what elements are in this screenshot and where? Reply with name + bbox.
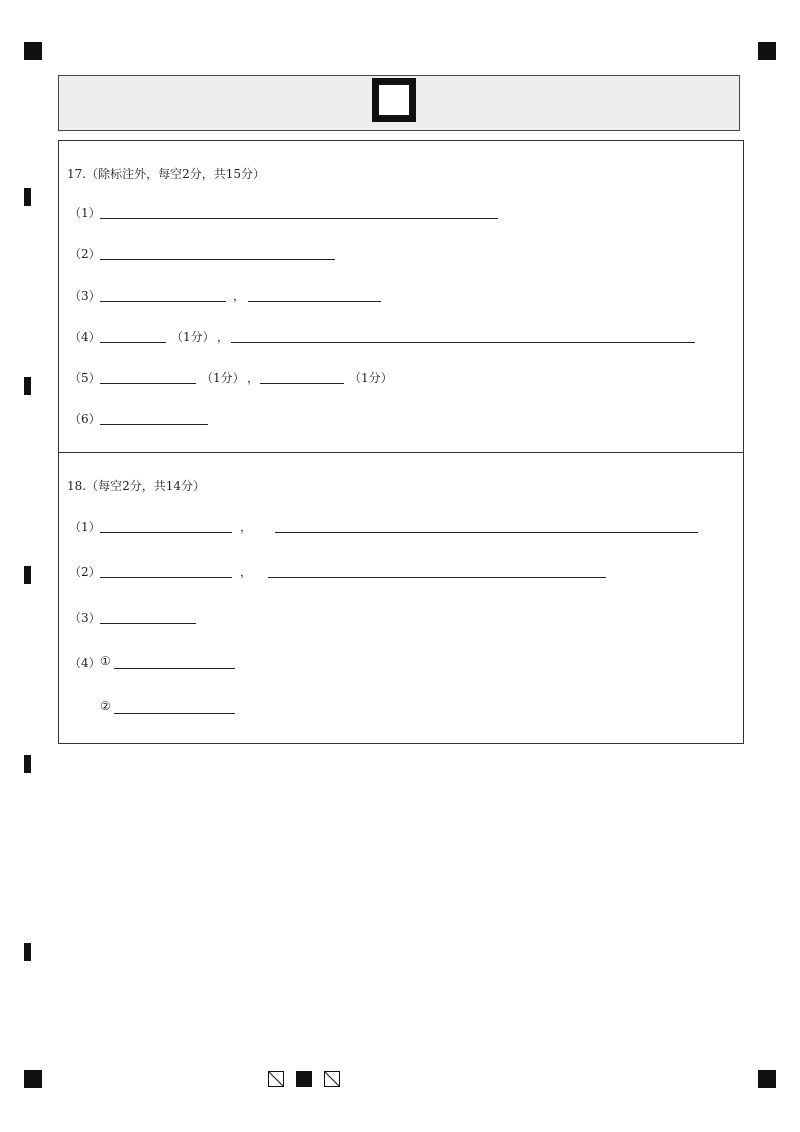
q18-1-answer-blank-a[interactable] bbox=[100, 518, 232, 533]
page-indicator-box bbox=[268, 1071, 284, 1087]
timing-mark bbox=[24, 377, 31, 395]
timing-mark bbox=[24, 755, 31, 773]
score-note: （1分） bbox=[349, 371, 393, 385]
q17-row-3-number: （3） bbox=[69, 289, 101, 303]
comma-separator: ， bbox=[240, 565, 253, 579]
q18-1-answer-blank-b[interactable] bbox=[275, 518, 698, 533]
score-note: （1分） bbox=[201, 371, 245, 385]
q18-row-1 bbox=[69, 518, 729, 538]
registration-mark-top-left bbox=[24, 42, 42, 60]
q17-row-4-number: （4） bbox=[69, 330, 101, 344]
timing-mark bbox=[24, 943, 31, 961]
timing-mark bbox=[24, 566, 31, 584]
q18-row-3 bbox=[69, 609, 729, 629]
question-17-section bbox=[58, 140, 744, 453]
registration-mark-bottom-right bbox=[758, 1070, 776, 1088]
comma-separator: ， bbox=[233, 289, 246, 303]
q17-4-answer-blank-b[interactable] bbox=[231, 328, 695, 343]
q17-1-answer-blank[interactable] bbox=[100, 204, 498, 219]
q17-3-answer-blank-a[interactable] bbox=[100, 287, 226, 302]
registration-mark-bottom-left bbox=[24, 1070, 42, 1088]
question-17-title: 17.（除标注外，每空2分，共15分） bbox=[67, 167, 265, 181]
timing-mark bbox=[24, 188, 31, 206]
score-note: （1分） bbox=[171, 330, 215, 344]
q17-row-3 bbox=[69, 287, 729, 307]
circled-two-marker: ② bbox=[100, 699, 111, 713]
slash-icon bbox=[325, 1072, 339, 1086]
q18-row-3-number: （3） bbox=[69, 611, 101, 625]
slash-icon bbox=[269, 1072, 283, 1086]
q18-row-4-number: （4） bbox=[69, 656, 101, 670]
q17-4-answer-blank-a[interactable] bbox=[100, 328, 166, 343]
comma-separator: ， bbox=[240, 520, 253, 534]
comma-separator: ， bbox=[217, 330, 230, 344]
q18-row-4 bbox=[69, 654, 729, 674]
q17-row-6-number: （6） bbox=[69, 412, 101, 426]
q18-row-1-number: （1） bbox=[69, 520, 101, 534]
q18-row-4b bbox=[69, 699, 729, 719]
q17-row-5-number: （5） bbox=[69, 371, 101, 385]
q17-row-2-number: （2） bbox=[69, 247, 101, 261]
comma-separator: ， bbox=[247, 371, 260, 385]
q17-row-2 bbox=[69, 245, 729, 265]
q17-5-answer-blank-b[interactable] bbox=[260, 369, 344, 384]
q17-2-answer-blank[interactable] bbox=[100, 245, 335, 260]
q18-row-2 bbox=[69, 563, 729, 583]
q17-3-answer-blank-b[interactable] bbox=[248, 287, 381, 302]
q18-2-answer-blank-b[interactable] bbox=[268, 563, 606, 578]
q18-3-answer-blank[interactable] bbox=[100, 609, 196, 624]
circled-one-marker: ① bbox=[100, 654, 111, 668]
q17-row-6 bbox=[69, 410, 729, 430]
question-18-title: 18.（每空2分，共14分） bbox=[67, 479, 205, 493]
q18-4-answer-blank-2[interactable] bbox=[114, 699, 235, 714]
page-indicator-box bbox=[324, 1071, 340, 1087]
q17-6-answer-blank[interactable] bbox=[100, 410, 208, 425]
q17-row-1 bbox=[69, 204, 729, 224]
q17-row-5 bbox=[69, 369, 729, 389]
q17-5-answer-blank-a[interactable] bbox=[100, 369, 196, 384]
q17-row-4 bbox=[69, 328, 729, 348]
q18-2-answer-blank-a[interactable] bbox=[100, 563, 232, 578]
page-indicator-current bbox=[296, 1071, 312, 1087]
header-square-mark bbox=[372, 78, 416, 122]
question-18-section bbox=[58, 452, 744, 744]
registration-mark-top-right bbox=[758, 42, 776, 60]
q18-row-2-number: （2） bbox=[69, 565, 101, 579]
q18-4-answer-blank-1[interactable] bbox=[114, 654, 235, 669]
q17-row-1-number: （1） bbox=[69, 206, 101, 220]
